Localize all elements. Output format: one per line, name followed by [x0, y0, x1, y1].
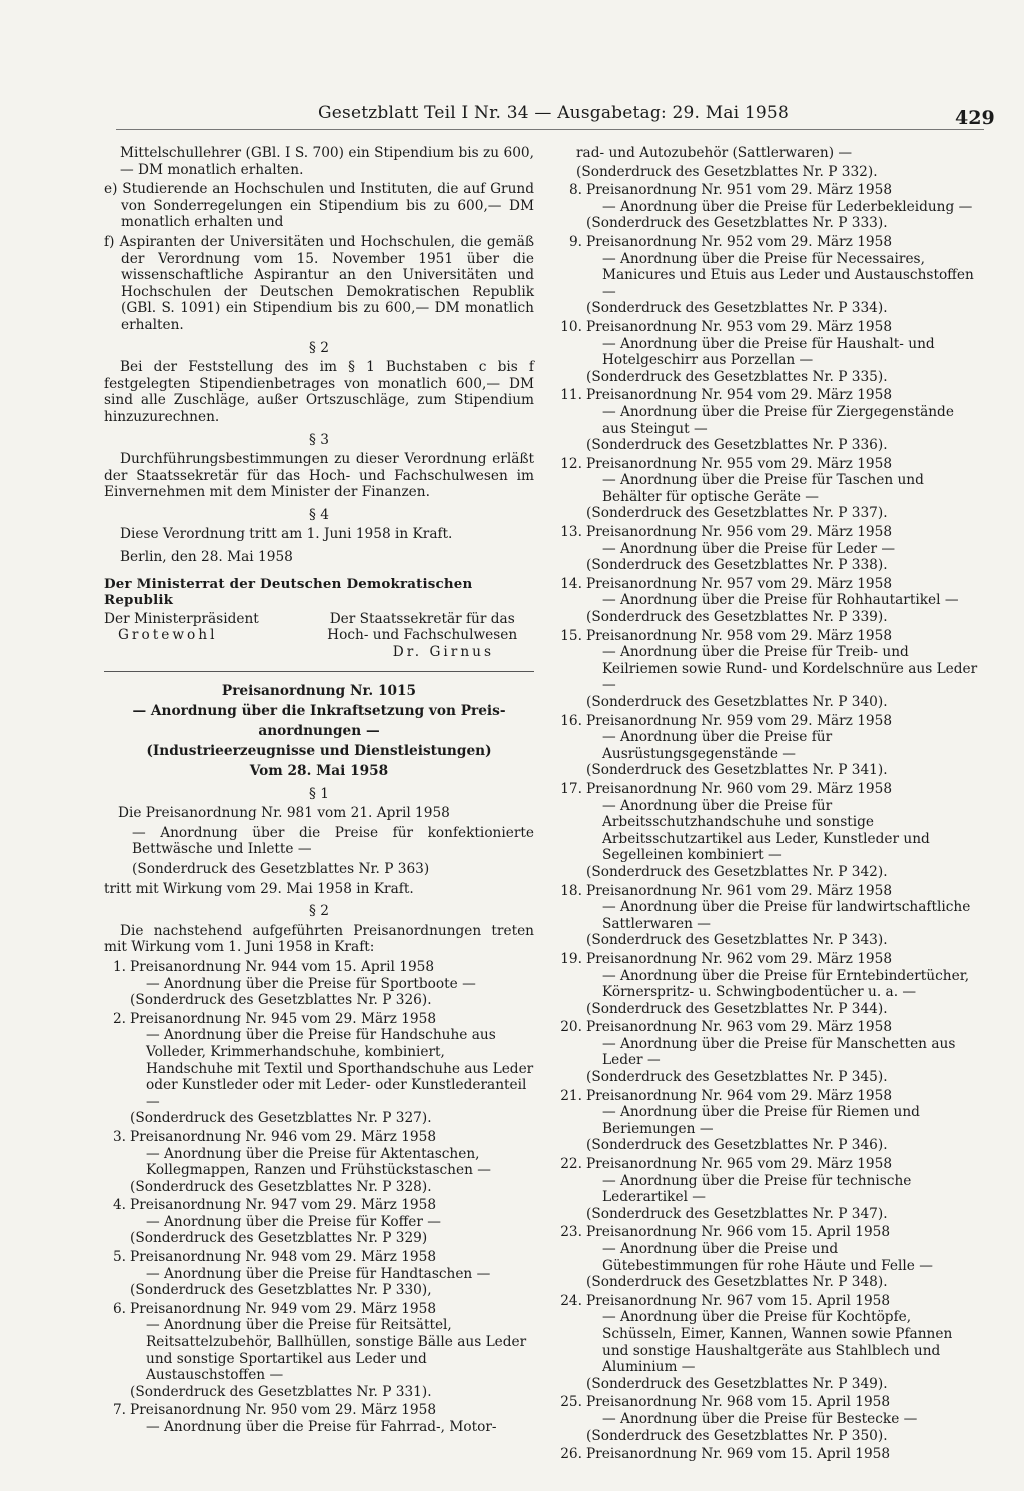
item-desc: — Anordnung über die Preise und Gütebestimmungen für rohe Häute und Felle —: [602, 1241, 933, 1274]
item-ref: (Sonderdruck des Gesetzblattes Nr. P 327).: [130, 1110, 432, 1127]
item-head: Preisanordnung Nr. 946 vom 29. März 1958: [130, 1128, 437, 1145]
item-head: Preisanordnung Nr. 967 vom 15. April 1958: [586, 1292, 891, 1309]
list-item: [104, 1197, 534, 1247]
item-number: 7.: [112, 1402, 126, 1419]
item-desc: — Anordnung über die Preise für Treib- und Keilriemen sowie Rund- und Kordelschnüre aus Leder —: [602, 644, 978, 694]
item-number: 4.: [112, 1197, 126, 1214]
item-ref: (Sonderdruck des Gesetzblattes Nr. P 344).: [586, 1000, 888, 1017]
right-column: [560, 145, 978, 1465]
item-number: 6.: [112, 1300, 126, 1317]
list-item: [560, 387, 978, 453]
item-ref: (Sonderdruck des Gesetzblattes Nr. P 334).: [586, 300, 888, 317]
order-date: Vom 28. Mai 1958: [249, 762, 389, 779]
list-item: [560, 576, 978, 626]
order-section-1-line: (Sonderdruck des Gesetzblattes Nr. P 363): [132, 861, 430, 877]
section-2-text: Bei der Feststellung des im § 1 Buchstaben c bis f festgelegten Stipendienbetrages von monatlich 600,— DM sind alle Zuschläge, außer Ortszuschläge, zum Stipendium hinzuzurechnen.: [104, 359, 534, 425]
signature-right: [310, 611, 534, 661]
item-head: Preisanordnung Nr. 961 vom 29. März 1958: [586, 882, 893, 899]
item-number: 21.: [560, 1087, 582, 1104]
item-ref: (Sonderdruck des Gesetzblattes Nr. P 331).: [130, 1383, 432, 1400]
item-desc: — Anordnung über die Preise für Ziergegenstände aus Steingut —: [602, 403, 954, 437]
item-ref: (Sonderdruck des Gesetzblattes Nr. P 347).: [586, 1205, 888, 1222]
item-number: 13.: [560, 524, 582, 541]
list-item: [104, 1249, 534, 1299]
item-head: Preisanordnung Nr. 968 vom 15. April 1958: [586, 1394, 891, 1411]
left-column: [104, 145, 534, 1438]
list-item: [560, 628, 978, 711]
item-head: Preisanordnung Nr. 964 vom 29. März 1958: [586, 1087, 893, 1104]
item-number: 11.: [560, 387, 582, 404]
item-desc: — Anordnung über die Preise für Arbeitsschutzhandschuhe und sonstige Arbeitsschutzartikel aus Leder, Kunstleder und Segelleinen kombiniert —: [602, 797, 930, 864]
list-item: [560, 951, 978, 1017]
item-head: Preisanordnung Nr. 950 vom 29. März 1958: [130, 1402, 437, 1419]
item-desc: — Anordnung über die Preise für Bestecke —: [602, 1410, 918, 1427]
list-item: [560, 1156, 978, 1222]
item-7-ref: (Sonderdruck des Gesetzblattes Nr. P 332).: [576, 163, 878, 180]
item-number: 12.: [560, 455, 582, 472]
item-desc: — Anordnung über die Preise für Erntebindertücher, Körnerspritz- u. Schwingbodentücher u. a. —: [602, 967, 970, 1001]
item-desc: — Anordnung über die Preise für Reitsättel, Reitsattelzubehör, Ballhüllen, sonstige Bälle aus Leder und sonstige Sportartikel aus Leder und Austauschstoffen —: [146, 1317, 527, 1384]
item-ref: (Sonderdruck des Gesetzblattes Nr. P 333).: [586, 215, 888, 232]
issuing-authority: Der Ministerrat der Deutschen Demokratischen Republik: [104, 575, 473, 609]
order-section-1-line: tritt mit Wirkung vom 29. Mai 1958 in Kraft.: [104, 880, 414, 897]
item-head: Preisanordnung Nr. 953 vom 29. März 1958: [586, 318, 893, 335]
list-item: [104, 1402, 534, 1435]
list-item: [104, 1129, 534, 1195]
item-desc: — Anordnung über die Preise für landwirtschaftliche Sattlerwaren —: [602, 899, 971, 932]
signer-name: Grotewohl: [118, 627, 218, 644]
section-2-heading: § 2: [309, 339, 329, 356]
list-item: [560, 182, 978, 232]
item-ref: (Sonderdruck des Gesetzblattes Nr. P 340).: [586, 694, 888, 710]
signer-title: Hoch- und Fachschulwesen: [327, 627, 518, 644]
item-ref: (Sonderdruck des Gesetzblattes Nr. P 338).: [586, 557, 888, 574]
gazette-title: Gesetzblatt Teil I Nr. 34 — Ausgabetag: 29. Mai 1958: [318, 103, 789, 123]
item-ref: (Sonderdruck des Gesetzblattes Nr. P 342).: [586, 863, 888, 880]
item-desc: — Anordnung über die Preise für Leder —: [602, 540, 896, 557]
item-head: Preisanordnung Nr. 947 vom 29. März 1958: [130, 1197, 437, 1214]
item-ref: (Sonderdruck des Gesetzblattes Nr. P 335).: [586, 368, 888, 385]
item-head: Preisanordnung Nr. 944 vom 15. April 1958: [130, 958, 435, 975]
page-header: [100, 103, 1000, 133]
item-number: 3.: [112, 1128, 126, 1145]
item-head: Preisanordnung Nr. 951 vom 29. März 1958: [586, 182, 893, 199]
item-ref: (Sonderdruck des Gesetzblattes Nr. P 346).: [586, 1137, 888, 1154]
order-section-1-line: — Anordnung über die Preise für konfektionierte Bettwäsche und Inlette —: [132, 824, 534, 858]
item-desc: — Anordnung über die Preise für Riemen und Beriemungen —: [602, 1104, 920, 1137]
item-ref: (Sonderdruck des Gesetzblattes Nr. P 343).: [586, 932, 888, 949]
continued-text: Mittelschullehrer (GBl. I S. 700) ein Stipendium bis zu 600,— DM monatlich erhalten.: [120, 145, 534, 178]
item-number: 8.: [568, 182, 582, 199]
order-section-1-line: Die Preisanordnung Nr. 981 vom 21. April 1958: [118, 805, 450, 822]
item-ref: (Sonderdruck des Gesetzblattes Nr. P 350).: [586, 1427, 888, 1444]
section-4-text: Diese Verordnung tritt am 1. Juni 1958 in Kraft.: [120, 526, 453, 543]
list-item: [560, 456, 978, 522]
place-date: Berlin, den 28. Mai 1958: [120, 549, 293, 566]
item-ref: (Sonderdruck des Gesetzblattes Nr. P 326).: [130, 992, 432, 1009]
item-ref: (Sonderdruck des Gesetzblattes Nr. P 348).: [586, 1274, 888, 1291]
section-4-heading: § 4: [309, 506, 329, 523]
item-head: Preisanordnung Nr. 948 vom 29. März 1958: [130, 1249, 437, 1266]
signer-name: Dr. Girnus: [392, 644, 494, 661]
item-number: 20.: [560, 1019, 582, 1036]
item-desc: — Anordnung über die Preise für Kochtöpfe, Schüsseln, Eimer, Kannen, Wannen sowie Pfannen und sonstige Haushaltgeräte aus Stahlblech und Aluminium —: [602, 1309, 953, 1376]
price-order-list-continued: [560, 182, 978, 1463]
list-item: [560, 781, 978, 881]
list-item: [560, 1394, 978, 1444]
item-number: 2.: [112, 1010, 126, 1027]
list-item: [104, 1011, 534, 1127]
item-desc: — Anordnung über die Preise für technische Lederartikel —: [602, 1172, 912, 1206]
item-ref: (Sonderdruck des Gesetzblattes Nr. P 337).: [586, 505, 888, 522]
item-head: Preisanordnung Nr. 958 vom 29. März 1958: [586, 627, 893, 644]
section-3-text: Durchführungsbestimmungen zu dieser Verordnung erläßt der Staatssekretär für das Hoch- und Fachschulwesen im Einvernehmen mit dem Minister der Finanzen.: [104, 451, 534, 501]
item-head: Preisanordnung Nr. 954 vom 29. März 1958: [586, 387, 893, 404]
item-desc: — Anordnung über die Preise für Sportboote —: [146, 975, 476, 992]
item-number: 16.: [560, 712, 582, 729]
list-item: [104, 1301, 534, 1401]
item-number: 22.: [560, 1156, 582, 1173]
item-e: e) Studierende an Hochschulen und Instituten, die auf Grund von Sonderregelungen ein Stipendium bis zu 600,— DM monatlich erhalten und: [104, 181, 534, 231]
signer-title: Der Ministerpräsident: [104, 610, 259, 627]
item-desc: — Anordnung über die Preise für Ausrüstungsgegenstände —: [602, 729, 833, 762]
section-divider: [104, 671, 534, 672]
item-ref: (Sonderdruck des Gesetzblattes Nr. P 328).: [130, 1178, 432, 1195]
item-number: 26.: [560, 1446, 582, 1463]
item-desc: — Anordnung über die Preise für Rohhautartikel —: [602, 592, 959, 609]
page-number: 429: [955, 107, 995, 129]
item-head: Preisanordnung Nr. 955 vom 29. März 1958: [586, 455, 893, 472]
item-number: 9.: [568, 233, 582, 250]
order-subtitle: anordnungen —: [258, 722, 380, 739]
order-subtitle: — Anordnung über die Inkraftsetzung von Preis-: [132, 702, 506, 719]
price-order-list: [104, 959, 534, 1436]
item-head: Preisanordnung Nr. 969 vom 15. April 1958: [586, 1446, 891, 1463]
signature-left: [104, 611, 310, 661]
item-head: Preisanordnung Nr. 962 vom 29. März 1958: [586, 950, 893, 967]
order-section-2-intro: Die nachstehend aufgeführten Preisanordnungen treten mit Wirkung vom 1. Juni 1958 in Kraft:: [104, 922, 534, 956]
list-item: [560, 1293, 978, 1393]
signer-title: Der Staatssekretär für das: [329, 610, 515, 627]
list-item: [560, 1224, 978, 1290]
item-ref: (Sonderdruck des Gesetzblattes Nr. P 336).: [586, 437, 888, 454]
item-desc: — Anordnung über die Preise für Fahrrad-, Motor-: [146, 1419, 497, 1435]
order-title: Preisanordnung Nr. 1015: [221, 682, 417, 699]
item-number: 25.: [560, 1394, 582, 1411]
item-head: Preisanordnung Nr. 966 vom 15. April 1958: [586, 1224, 891, 1241]
item-number: 10.: [560, 318, 582, 335]
item-f: f) Aspiranten der Universitäten und Hochschulen, die gemäß der Verordnung vom 15. November 1951 über die wissenschaftliche Aspirantur an den Universitäten und Hochschulen der Deutschen Demokratischen Republik (GBl. S. 1091) ein Stipendium bis zu 600,— DM monatlich erhalten.: [104, 233, 534, 333]
item-ref: (Sonderdruck des Gesetzblattes Nr. P 345).: [586, 1069, 888, 1086]
item-desc: — Anordnung über die Preise für Manschetten aus Leder —: [602, 1035, 956, 1069]
item-head: Preisanordnung Nr. 965 vom 29. März 1958: [586, 1156, 893, 1173]
item-number: 19.: [560, 950, 582, 967]
section-3-heading: § 3: [309, 431, 329, 448]
item-number: 5.: [112, 1249, 126, 1266]
list-item: [560, 883, 978, 949]
item-desc: — Anordnung über die Preise für Aktentaschen, Kollegmappen, Ranzen und Frühstückstaschen —: [146, 1145, 491, 1179]
item-desc: — Anordnung über die Preise für Taschen und Behälter für optische Geräte —: [602, 472, 924, 505]
item-7-continued: rad- und Autozubehör (Sattlerwaren) —: [576, 145, 853, 161]
item-desc: — Anordnung über die Preise für Koffer —: [146, 1213, 441, 1230]
list-item: [560, 1446, 978, 1463]
item-head: Preisanordnung Nr. 957 vom 29. März 1958: [586, 575, 893, 592]
item-number: 1.: [112, 958, 126, 975]
item-desc: — Anordnung über die Preise für Necessaires, Manicures und Etuis aus Leder und Austauschstoffen —: [602, 250, 974, 300]
item-ref: (Sonderdruck des Gesetzblattes Nr. P 349).: [586, 1375, 888, 1392]
item-head: Preisanordnung Nr. 945 vom 29. März 1958: [130, 1010, 437, 1027]
list-item: [560, 234, 978, 317]
item-desc: — Anordnung über die Preise für Haushalt- und Hotelgeschirr aus Porzellan —: [602, 335, 935, 369]
item-number: 15.: [560, 627, 582, 644]
item-desc: — Anordnung über die Preise für Handschuhe aus Volleder, Krimmerhandschuhe, kombiniert, Handschuhe mit Textil und Sporthandschuhe aus Leder oder Kunstleder oder mit Leder- oder Kunstlederanteil —: [146, 1027, 534, 1110]
list-item: [560, 1088, 978, 1154]
item-head: Preisanordnung Nr. 949 vom 29. März 1958: [130, 1300, 437, 1317]
item-head: Preisanordnung Nr. 959 vom 29. März 1958: [586, 712, 893, 729]
list-item: [560, 524, 978, 574]
item-head: Preisanordnung Nr. 952 vom 29. März 1958: [586, 233, 893, 250]
list-item: [104, 959, 534, 1009]
list-item: [560, 319, 978, 385]
item-desc: — Anordnung über die Preise für Handtaschen —: [146, 1265, 491, 1282]
item-head: Preisanordnung Nr. 956 vom 29. März 1958: [586, 524, 893, 541]
item-ref: (Sonderdruck des Gesetzblattes Nr. P 330),: [130, 1282, 432, 1299]
order-section-1-heading: § 1: [309, 785, 329, 802]
order-subtitle: (Industrieerzeugnisse und Dienstleistungen): [146, 742, 492, 759]
item-ref: (Sonderdruck des Gesetzblattes Nr. P 341).: [586, 762, 888, 779]
item-number: 24.: [560, 1292, 582, 1309]
header-rule: [116, 129, 984, 130]
item-number: 17.: [560, 780, 582, 797]
item-ref: (Sonderdruck des Gesetzblattes Nr. P 329): [130, 1230, 428, 1247]
order-section-2-heading: § 2: [309, 903, 329, 920]
signatures: [104, 611, 534, 661]
list-item: [560, 713, 978, 779]
item-number: 18.: [560, 882, 582, 899]
item-head: Preisanordnung Nr. 963 vom 29. März 1958: [586, 1019, 893, 1036]
item-head: Preisanordnung Nr. 960 vom 29. März 1958: [586, 780, 893, 797]
item-number: 23.: [560, 1224, 582, 1241]
list-item: [560, 1019, 978, 1085]
item-ref: (Sonderdruck des Gesetzblattes Nr. P 339).: [586, 609, 888, 626]
item-desc: — Anordnung über die Preise für Lederbekleidung —: [602, 198, 973, 215]
item-number: 14.: [560, 575, 582, 592]
